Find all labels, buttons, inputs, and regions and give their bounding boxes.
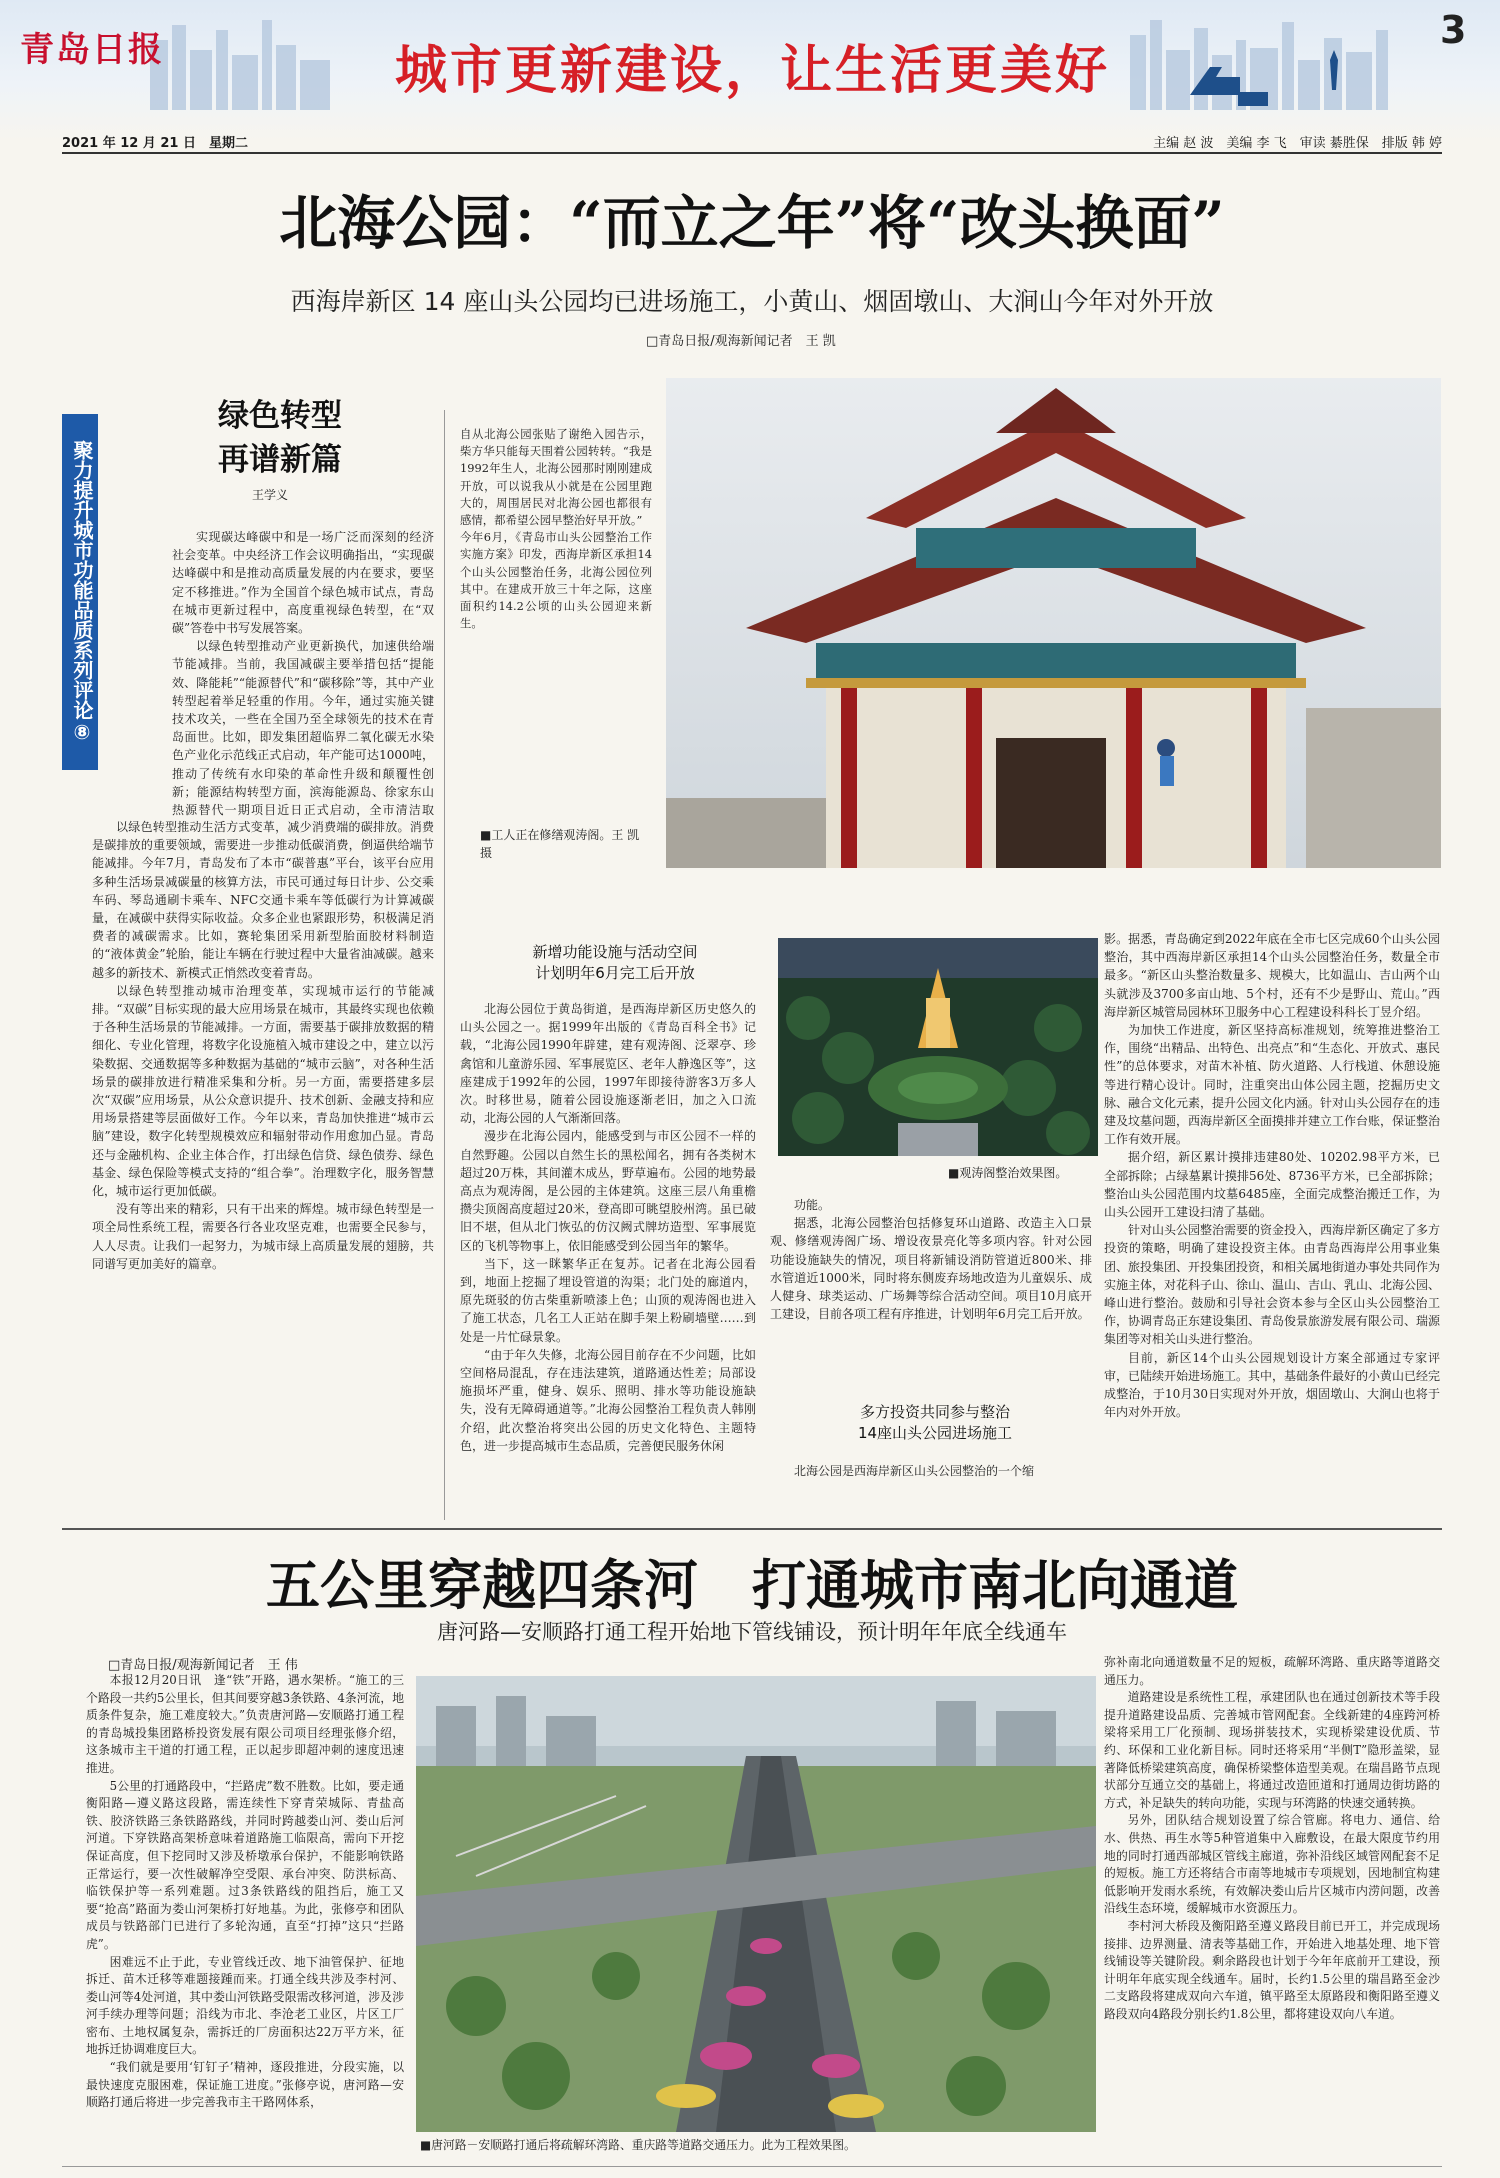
article-paragraph: 针对山头公园整治需要的资金投入，西海岸新区确定了多方投资的策略，明确了建设投资主体。由青岛西海岸公用事业集团、旅投集团、开投集团投资，和相关属地街道办事处共同作为实施主体，对花科子山、徐山、温山、吉山、乳山、北海公园、峰山进行整治。鼓励和引导社会资本参与全区山头公园整治工作，协调青岛正东建设集团、青岛俊景旅游发展有限公司、瑞源集团等对相关山头进行整治。 bbox=[1104, 1223, 1440, 1347]
article1-column-a bbox=[460, 1000, 756, 1520]
column-title bbox=[150, 394, 410, 482]
series-tag: 聚力提升城市功能品质系列评论⑧ bbox=[62, 414, 98, 770]
footer-rule bbox=[62, 2166, 1442, 2167]
article-paragraph: 漫步在北海公园内，能感受到与市区公园不一样的自然野趣。公园以自然生长的黑松闻名，拥有各类树木超过20万株，其间灌木成丛，野草遍布。公园的地势最高点为观涛阁，是公园的主体建筑。这座三层八角重檐攒尖顶阁高度超过20米，登高即可眺望胶州湾。虽已破旧不堪，但从北门恢弘的仿汉阙式牌坊造型、军事展览区的飞机等物事上，依旧能感受到公园当年的繁华。 bbox=[460, 1129, 756, 1253]
column-paragraph: 以绿色转型推动产业更新换代，加速供给端节能减排。当前，我国减碳主要举措包括“提能效、降能耗”“能源替代”和“碳移除”等，其中产业转型起着举足轻重的作用。今年，通过实施关键技术攻关，一些在全国乃至全球领先的技术在青岛面世。比如，即发集团超临界二氧化碳无水染色产业化示范线正式启动，年产能可达1000吨，推动了传统有水印染的革命性升级和颠覆性创新；能源结构转型方面，滨海能源岛、徐家东山热源替代一期项目近日正式启动，全市清洁取 bbox=[172, 639, 434, 818]
column-author: 王学义 bbox=[252, 488, 289, 502]
article2-subtitle: 唐河路—安顺路打通工程开始地下管线铺设，预计明年年底全线通车 bbox=[437, 1620, 1067, 1644]
article-paragraph: 当下，这一眯繁华正在复苏。记者在北海公园看到，地面上挖掘了埋设管道的沟渠；北门处的廊道内，原先斑驳的仿古柴重新喷漆上色；山顶的观涛阁也进入了施工状态，几名工人正站在脚手架上粉刷墙壁……到处是一片忙碌景象。 bbox=[460, 1256, 756, 1344]
section-divider bbox=[62, 1528, 1442, 1530]
column-divider bbox=[444, 410, 445, 1520]
article-paragraph: “我们就是要用‘钉钉子’精神，逐段推进，分段实施，以最快速度克服困难，保证施工进度。”张修亭说，唐河路—安顺路打通后将进一步完善我市主干路网体系， bbox=[86, 2060, 404, 2110]
article1-byline: □青岛日报/观海新闻记者 王 凯 bbox=[646, 334, 836, 349]
info-bar bbox=[62, 130, 1442, 154]
article-paragraph: 本报12月20日讯 逢“铁”开路，遇水架桥。“施工的三个路段一共约5公里长，但其间要穿越3条铁路、4条河流，地质条件复杂，施工难度较大。”负责唐河路—安顺路打通工程的青岛城投集团路桥投资发展有限公司项目经理张修介绍，这条城市主干道的打通工程，正以起步即超冲刺的速度迅速推进。 bbox=[86, 1673, 404, 1775]
article-paragraph: 李村河大桥段及衡阳路至遵义路段目前已开工，并完成现场接排、边界测量、清表等基础工作，开始进入地基处理、地下管线铺设等关键阶段。剩余路段也计划于今年年底前开工建设，预计明年年底实现全线通车。届时，长约1.5公里的瑞昌路至金沙二支路段将建成双向六车道，镇平路至太原路段和衡阳路至遵义路段双向4路段分别长约1.8公里，都将建设双向八车道。 bbox=[1104, 1918, 1440, 2021]
article2-column-b bbox=[1104, 1654, 1440, 2158]
editor-credits: 主编 赵 波 美编 李 飞 审读 綦胜保 排版 韩 婷 bbox=[1153, 136, 1442, 151]
newspaper-logo: 青岛日报 bbox=[20, 30, 164, 70]
article1-inset-text: 自从北海公园张贴了谢绝入园告示，柴方华只能每天围着公园转转。“我是1992年生人，北海公园那时刚刚建成开放，可以说我从小就是在公园里跑大的，周围居民对北海公园也都很有感情，都希望公园早整治好早开放。” 今年6月，《青岛市山头公园整治工作实施方案》印发，西海岸新区承担14个山头公园整治任务，北海公园位列其中。在建成开放三十年之际，这座面积约14.2公顷的山头公园迎来新生。 bbox=[460, 427, 652, 631]
article-paragraph: 北海公园是西海岸新区山头公园整治的一个缩 bbox=[794, 1464, 1035, 1478]
article-paragraph: 道路建设是系统性工程，承建团队也在通过创新技术等手段提升道路建设品质、完善城市管网配套。全线新建的4座跨河桥梁将采用工厂化预制、现场拼装技术，实现桥梁建设优质、节约、环保和工业化新目标。同时还将采用“半侧T”隐形盖梁，显著降低桥梁建筑高度，确保桥梁整体造型美观。在瑞昌路节点现状部分互通立交的基础上，将通过改造匝道和打通周边街坊路的方式，补足缺失的转向功能，实现与环湾路的快速交通转换。 bbox=[1104, 1690, 1440, 1810]
column-paragraph: 以绿色转型推动城市治理变革，实现城市运行的节能减排。“双碳”目标实现的最大应用场景在城市，其最终实现也依赖于各种生活场景的节能减排。一方面，需要基于碳排放数据的精细化、专业化管理，将数字化设施植入城市建设之中，建立以污染数据、交通数据等多种数据为基础的“城市云脑”，对各种生活场景的碳排放进行精准采集和分析。另一方面，需要搭建多层次“双碳”应用场景，从公众意识提升、技术创新、金融支持和应用场景搭建等层面做好工作。今年以来，青岛加快推进“城市云脑”建设，数字化转型规模效应和辐射带动作用愈加凸显。青岛还与金融机构、企业主体合作，打出绿色信贷、绿色债券、绿色基金、绿色保险等模式支持的“组合拳”。治理数字化，服务智慧化，城市运行更加低碳。 bbox=[92, 983, 434, 1199]
article-paragraph: 据悉，北海公园整治包括修复环山道路、改造主入口景观、修缮观涛阁广场、增设夜景亮化等多项内容。针对公园功能设施缺失的情况，项目将新铺设消防管道近800米、排水管道近1000米，同时将东侧废弃场地改造为儿童娱乐、成人健身、球类运动、广场舞等综合活动空间。项目10月底开工建设，目前各项工程有序推进，计划明年6月完工后开放。 bbox=[770, 1216, 1092, 1322]
article1-column-b-tail bbox=[770, 1462, 1092, 1502]
article-paragraph: 北海公园位于黄岛街道，是西海岸新区历史悠久的山头公园之一。据1999年出版的《青岛百科全书》记载，“北海公园1990年辟建，建有观涛阁、泛翠亭、珍禽馆和儿童游乐园、军事展览区、老年人静逸区等”，这座建成于1992年的公园，1997年即接待游客3万多人次。时移世易，随着公园设施逐渐老旧，加之入口流动，北海公园的人气渐渐回落。 bbox=[460, 1002, 756, 1126]
column-title-line2: 再谱新篇 bbox=[218, 442, 342, 478]
article1-column-b bbox=[770, 1196, 1092, 1396]
article-paragraph: 功能。 bbox=[794, 1198, 831, 1212]
article-paragraph: 据介绍，新区累计摸排违建80处、10202.98平方米，已全部拆除；占绿墓累计摸排56处、8736平方米，已全部拆除；整治山头公园范围内坟墓6485座，全面完成整治搬迁工作，为山头公园开工建设扫清了基础。 bbox=[1104, 1150, 1440, 1220]
article-paragraph: 为加快工作进度，新区坚持高标准规划，统筹推进整治工作，围绕“出精品、出特色、出亮点”和“生态化、开放式、惠民性”的总体要求，对苗木补植、防火道路、人行栈道、休憩设施等进行精心设计。同时，注重突出山体公园主题，挖掘历史文脉、融合文化元素，提升公园文化内涵。针对山头公园存在的违建及坟墓问题，西海岸新区全面摸排并建立工作台账，保证整治工作有效开展。 bbox=[1104, 1023, 1440, 1147]
article-paragraph: 另外，团队结合规划设置了综合管廊。将电力、通信、给水、供热、再生水等5种管道集中入廊敷设，在最大限度节约用地的同时打通西部城区管线主廊道，弥补沿线区域管网配套不足的短板。施工方还将结合市南等地城市专项规划，因地制宜构建低影响开发雨水系统，有效解决娄山后片区城市内涝问题，改善沿线生态环境，缓解城市水资源压力。 bbox=[1104, 1813, 1440, 1916]
header-rule bbox=[62, 152, 1442, 154]
pavilion-photo-caption: ■工人正在修缮观涛阁。王 凯 摄 bbox=[480, 828, 652, 860]
page-number: 3 bbox=[1440, 8, 1467, 52]
article1-column-c bbox=[1104, 930, 1440, 1510]
rendering-photo bbox=[778, 938, 1098, 1156]
article-paragraph: 5公里的打通路段中，“拦路虎”数不胜数。比如，要走通衡阳路—遵义路这段路，需连续性下穿青荣城际、青盐高铁、胶济铁路三条铁路路线，并同时跨越娄山河、娄山后河河道。下穿铁路高架桥意味着道路施工临限高，需向下开挖保证高度，但下挖同时又涉及桥墩承台保护，不能影响铁路正常运行，要一次性破解净空受限、承台冲突、防洪标高、临铁保护等一系列难题。过3条铁路线的阻挡后，施工又要“抢高”路面为娄山河架桥打好地基。为此，张修亭和团队成员与铁路部门已进行了多轮沟通，直至“打掉”这只“拦路虎”。 bbox=[86, 1778, 404, 1951]
article2-byline: □青岛日报/观海新闻记者 王 伟 bbox=[108, 1658, 298, 1673]
column-body-lower bbox=[92, 818, 434, 1508]
pavilion-photo bbox=[666, 378, 1441, 868]
road-project-photo-caption: ■唐河路－安顺路打通后将疏解环湾路、重庆路等道路交通压力。此为工程效果图。 bbox=[420, 2138, 856, 2152]
article-paragraph: 困难远不止于此，专业管线迁改、地下油管保护、征地拆迁、苗木迁移等难题接踵而来。打通全线共涉及李村河、娄山河等4处河道，其中娄山河铁路受限需改移河道，涉及涉河手续办理等问题；沿线为市北、李沧老工业区，片区工厂密布、土地权属复杂，需拆迁的厂房面积达22万平方米，征地拆迁协调难度巨大。 bbox=[86, 1954, 404, 2057]
road-project-photo bbox=[416, 1676, 1096, 2132]
article-paragraph: 影。据悉，青岛确定到2022年底在全市七区完成60个山头公园整治，其中西海岸新区承担14个山头公园整治任务，数量全市最多。“新区山头整治数量多、规模大，比如温山、吉山两个山头就涉及3700多亩山地、5个村，还有不少是野山、荒山。”西海岸新区城管局园林环卫服务中心工程建设科科长丁昱介绍。 bbox=[1104, 932, 1440, 1019]
column-paragraph: 实现碳达峰碳中和是一场广泛而深刻的经济社会变革。中央经济工作会议明确指出，“实现碳达峰碳中和是推动高质量发展的内在要求，要坚定不移推进。”作为全国首个绿色城市试点，青岛在城市更新过程中，高度重视绿色转型，在“双碳”答卷中书写发展答案。 bbox=[172, 530, 434, 636]
article1-title: 北海公园：“而立之年”将“改头换面” bbox=[279, 189, 1225, 257]
column-paragraph: 以绿色转型推动生活方式变革，减少消费端的碳排放。消费是碳排放的重要领域，需要进一步推动低碳消费，倒逼供给端节能减排。今年7月，青岛发布了本市“碳普惠”平台，该平台应用多种生活场景减碳量的核算方法，市民可通过每日计步、公交乘车码、琴岛通刷卡乘车、NFC交通卡乘车等低碳行为计算减碳量，在减碳中获得实际收益。众多企业也紧跟形势，积极满足消费者的减碳需求。比如，赛轮集团采用新型胎面胶材料制造的“液体黄金”轮胎，能让车辆在行驶过程中大量省油减碳。越来越多的新技术、新模式正悄然改变着青岛。 bbox=[92, 820, 434, 980]
issue-date: 2021 年 12 月 21 日 星期二 bbox=[62, 136, 248, 151]
article1-subhead-1: 新增功能设施与活动空间 计划明年6月完工后开放 bbox=[532, 943, 698, 982]
column-body-upper bbox=[172, 528, 434, 818]
article1-subhead-2: 多方投资共同参与整治 14座山头公园进场施工 bbox=[857, 1403, 1013, 1442]
column-paragraph: 没有等出来的精彩，只有干出来的辉煌。城市绿色转型是一项全局性系统工程，需要各行各业攻坚克难，也需要全民参与，人人尽责。让我们一起努力，为城市绿上高质量发展的翅膀，共同谱写更加美好的篇章。 bbox=[92, 1202, 434, 1271]
article1-subtitle: 西海岸新区 14 座山头公园均已进场施工，小黄山、烟固墩山、大涧山今年对外开放 bbox=[290, 287, 1214, 316]
article-paragraph: 弥补南北向通道数量不足的短板，疏解环湾路、重庆路等道路交通压力。 bbox=[1104, 1655, 1440, 1687]
article-paragraph: “由于年久失修，北海公园目前存在不少问题，比如空间格局混乱，存在违法建筑，道路通达性差；局部设施损坏严重，健身、娱乐、照明、排水等功能设施缺失，没有无障碍通道等。”北海公园整治工程负责人韩刚介绍，此次整治将突出公园的历史文化特色、主题特色，进一步提高城市生态品质，完善便民服务休闲 bbox=[460, 1347, 756, 1453]
page-slogan: 城市更新建设，让生活更美好 bbox=[395, 40, 1111, 101]
article2-column-a bbox=[86, 1672, 404, 2158]
article2-title: 五公里穿越四条河 打通城市南北向通道 bbox=[266, 1553, 1238, 1617]
column-title-line1: 绿色转型 bbox=[218, 398, 342, 434]
article-paragraph: 目前，新区14个山头公园规划设计方案全部通过专家评审，已陆续开始进场施工。其中，基础条件最好的小黄山已经完成整治，于10月30日实现对外开放，烟固墩山、大涧山也将于年内对外开放。 bbox=[1104, 1350, 1440, 1420]
rendering-photo-caption: ■观涛阁整治效果图。 bbox=[948, 1166, 1068, 1180]
